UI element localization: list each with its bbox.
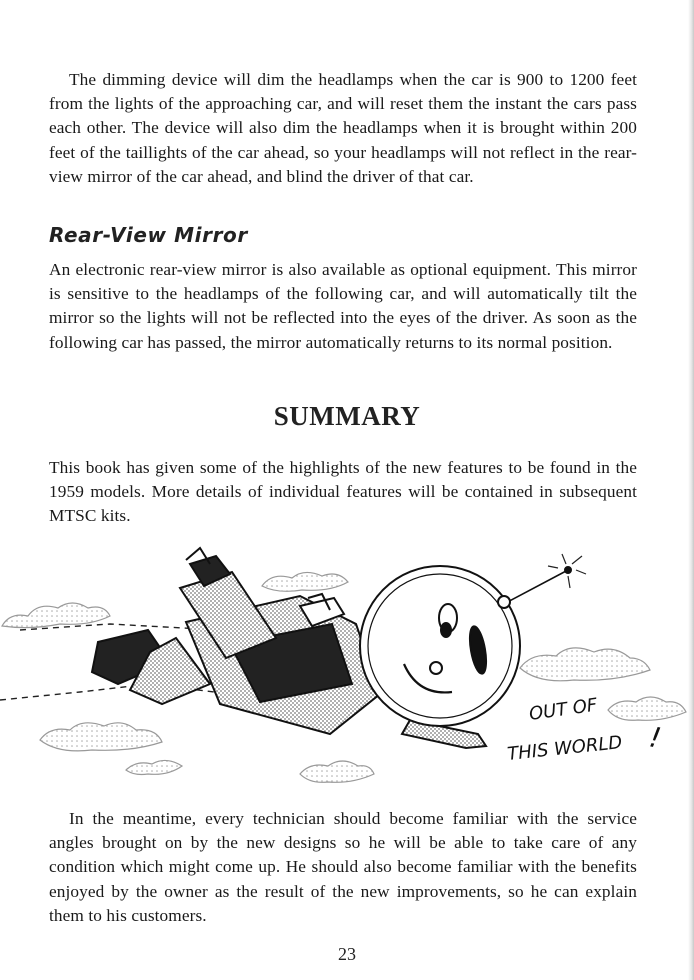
page-edge — [688, 0, 694, 980]
caption-exclamation: ! — [646, 720, 664, 755]
rocket-man-illustration — [0, 534, 694, 800]
page-number: 23 — [338, 944, 356, 964]
paragraph-dimming-device: The dimming device will dim the headlamps when the car is 900 to 1200 feet from the lights of the approaching car, and will reset them the instant the cars pass each other. The device will also dim the headlamps when it is brought within 200 feet of the taillights of the car ahead, so your headlamps will not reflect in the rear-view mirror of the car ahead, and blind the driver of that car. — [49, 70, 637, 186]
heading-rear-view-mirror: Rear-View Mirror — [49, 223, 248, 247]
heading-summary: SUMMARY — [273, 401, 421, 431]
caption-line-2: THIS WORLD — [506, 732, 624, 765]
paragraph-meantime: In the meantime, every technician should become familiar with the service angles brought on by the new designs so he will be able to take care of any condition which might come up. He should also become familiar with the benefits enjoyed by the owner as the result of the new improvements, so he can explain them to his customers. — [49, 809, 637, 925]
paragraph-summary: This book has given some of the highlights of the new features to be found in the 1959 models. More details of individual features will be contained in subsequent MTSC kits. — [49, 458, 637, 526]
paragraph-rear-view-mirror: An electronic rear-view mirror is also available as optional equipment. This mirror is sensitive to the headlamps of the following car, and will automatically tilt the mirror so the lights will not be reflected into the eyes of the driver. As soon as the following car has passed, the mirror automatically returns to its normal position. — [49, 260, 637, 352]
caption-line-1: OUT OF — [527, 694, 599, 725]
